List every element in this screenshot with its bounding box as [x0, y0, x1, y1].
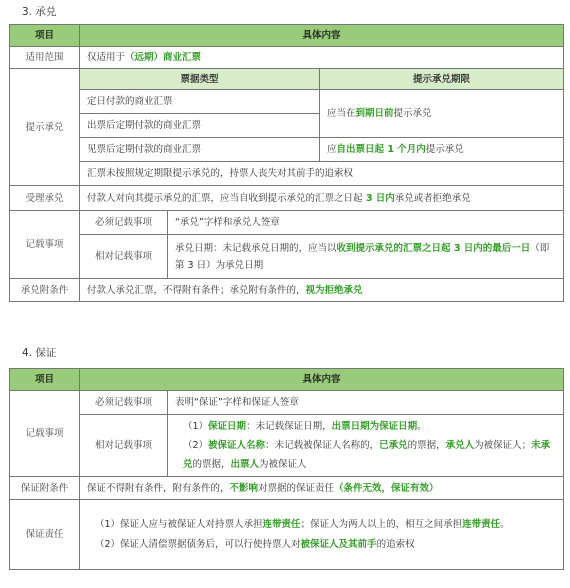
row-label-accept: 受理承兑: [10, 186, 80, 211]
cond-text: 付款人承兑汇票，不得附有条件；承兑附有条件的，视为拒绝承兑: [80, 279, 564, 302]
relative-record-label: 相对记载事项: [80, 415, 168, 477]
period-3: 应自出票日起 1 个月内提示承兑: [320, 138, 564, 162]
section-3-title: 3. 承兑: [22, 6, 57, 18]
liability-line-2: （2）保证人清偿票据债务后，可以行使持票人对被保证人及其前手的追索权: [95, 538, 415, 550]
table-row: [10, 69, 564, 90]
accept-text: 付款人对向其提示承兑的汇票，应当自收到提示承兑的汇票之日起 3 日内承兑或者拒绝承兑: [80, 186, 564, 211]
liability-line-1: （1）保证人应与被保证人对持票人承担连带责任；保证人为两人以上的，相互之间承担连带责任。: [95, 518, 510, 530]
row-label-liability: 保证责任: [10, 500, 80, 570]
bill-type-1: 定日付款的商业汇票: [80, 90, 320, 114]
header-item: 项目: [10, 369, 80, 391]
table-row: [10, 415, 564, 477]
col-header-type: 票据类型: [80, 69, 320, 90]
header-content: 具体内容: [80, 25, 564, 47]
relative-record-line-1: （1）保证日期：未记载保证日期，出票日期为保证日期。: [183, 421, 427, 432]
table-row: [10, 235, 564, 279]
row-label-scope: 适用范围: [10, 47, 80, 69]
table-row: [10, 186, 564, 211]
row-label-record: 记载事项: [10, 211, 80, 279]
table-row: [10, 162, 564, 186]
must-record-label: 必须记载事项: [80, 391, 168, 415]
header-content: 具体内容: [80, 369, 564, 391]
table-row: [10, 138, 564, 162]
acceptance-table: [9, 24, 564, 302]
cond-text: 保证不得附有条件，附有条件的，不影响对票据的保证责任（条件无效，保证有效）: [80, 477, 564, 500]
bill-type-2: 出票后定期付款的商业汇票: [80, 114, 320, 138]
bill-type-3: 见票后定期付款的商业汇票: [80, 138, 320, 162]
table-row: [10, 477, 564, 500]
table-row: [10, 279, 564, 302]
must-record-text: “承兑”字样和承兑人签章: [168, 211, 564, 235]
table-row: [10, 211, 564, 235]
row-label-cond: 保证附条件: [10, 477, 80, 500]
period-1: 应当在到期日前提示承兑: [320, 90, 564, 138]
col-header-period: 提示承兑期限: [320, 69, 564, 90]
present-note: 汇票未按照规定期限提示承兑的，持票人丧失对其前手的追索权: [80, 162, 564, 186]
must-record-text: 表明“保证”字样和保证人签章: [168, 391, 564, 415]
row-label-record: 记载事项: [10, 391, 80, 477]
relative-record-text: [168, 415, 564, 477]
relative-record-line-2: （2）被保证人名称：未记载被保证人名称的，已承兑的票据，承兑人为被保证人；未承兑的票据，出票人为被保证人: [183, 440, 551, 470]
table-row: [10, 47, 564, 69]
scope-text: 仅适用于（远期）商业汇票: [80, 47, 564, 69]
table-row: [10, 90, 564, 114]
must-record-label: 必须记载事项: [80, 211, 168, 235]
liability-text: [80, 500, 564, 570]
header-item: 项目: [10, 25, 80, 47]
table-row: [10, 500, 564, 570]
relative-record-label: 相对记载事项: [80, 235, 168, 279]
guarantee-table: [9, 368, 564, 570]
relative-record-text: 承兑日期：未记载承兑日期的，应当以收到提示承兑的汇票之日起 3 日内的最后一日（即第 3 日）为承兑日期: [168, 235, 564, 279]
row-label-present: 提示承兑: [10, 69, 80, 186]
section-4-title: 4. 保证: [22, 347, 57, 359]
row-label-cond: 承兑附条件: [10, 279, 80, 302]
table-row: [10, 391, 564, 415]
